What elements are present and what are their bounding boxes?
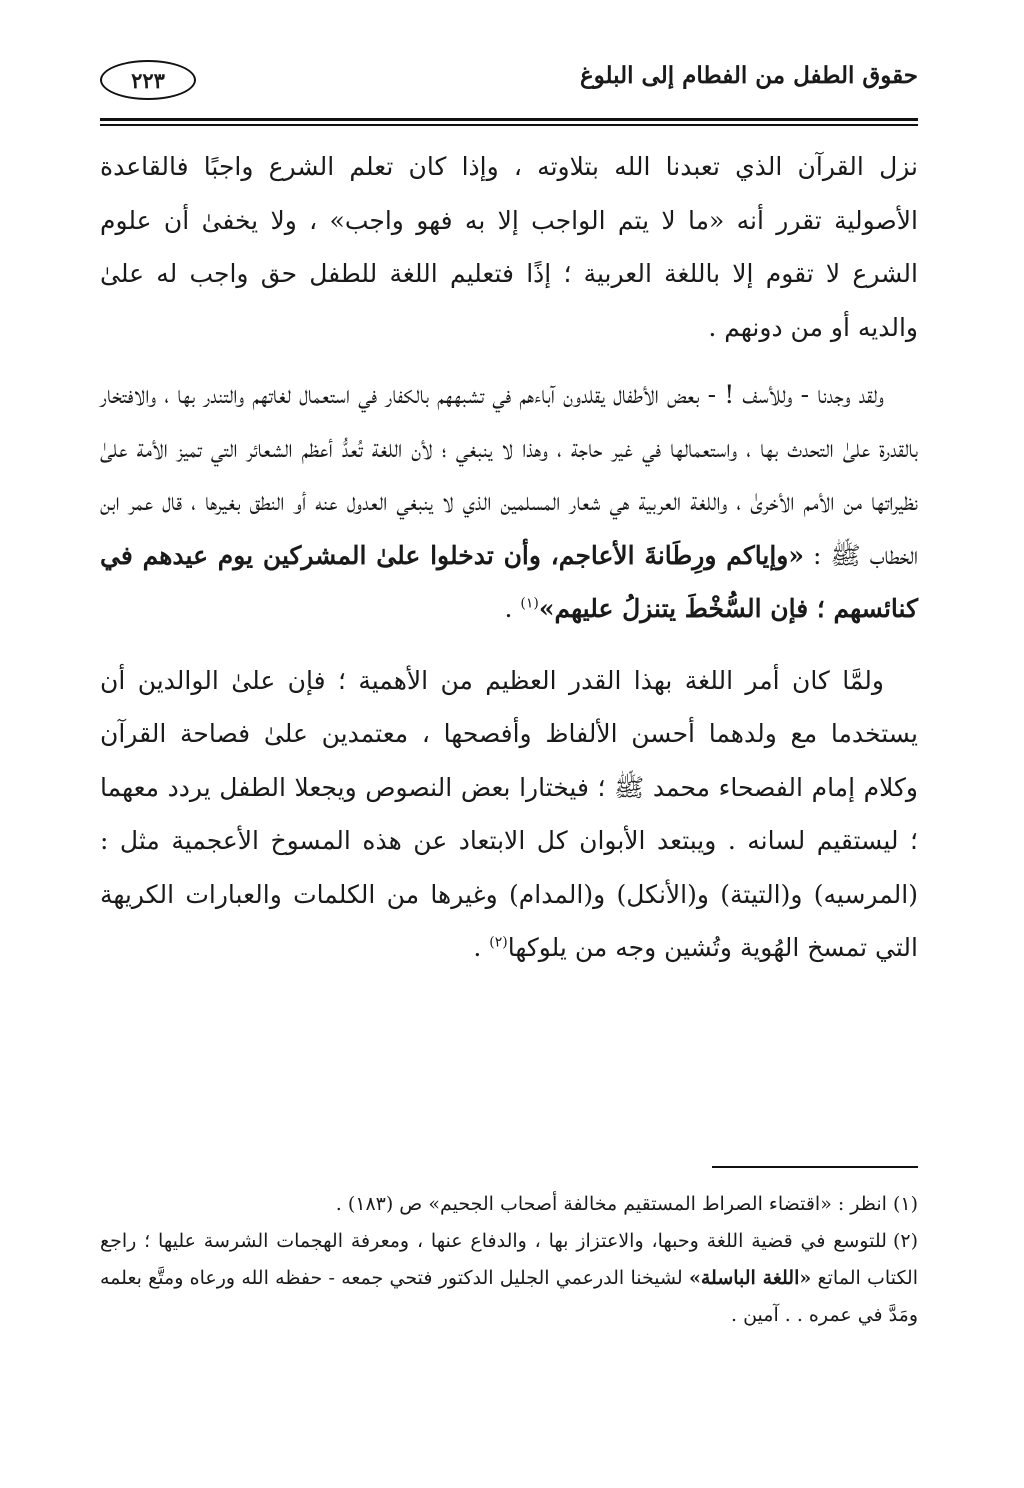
- running-title: حقوق الطفل من الفطام إلى البلوغ: [579, 62, 918, 89]
- footnote-ref-2[interactable]: (٢): [489, 934, 508, 951]
- page-number-badge: [100, 60, 196, 100]
- footnote-ref-1[interactable]: (١): [520, 595, 539, 612]
- paragraph-3: [100, 654, 918, 975]
- page-header: [100, 52, 918, 108]
- paragraph-1: نزل القرآن الذي تعبدنا الله بتلاوته ، وإذا كان تعلم الشرع واجبًا فالقاعدة الأصولية تقرر أنه «ما لا يتم الواجب إلا به فهو واجب» ، ولا يخفىٰ أن علوم الشرع لا تقوم إلا باللغة العربية ؛ إذًا فتعليم اللغة للطفل حق واجب له علىٰ والديه أو من دونهم .: [100, 152, 918, 342]
- paragraph-3-text: ولمَّا كان أمر اللغة بهذا القدر العظيم من الأهمية ؛ فإن علىٰ الوالدين أن يستخدما مع ولدهما أحسن الألفاظ وأفصحها ، معتمدين علىٰ فصاحة القرآن وكلام إمام الفصحاء محمد ﷺ ؛ فيختارا بعض النصوص ويجعلا الطفل يردد معهما ؛ ليستقيم لسانه . ويبتعد الأبوان كل الابتعاد عن هذه المسوخ الأعجمية مثل : (المرسيه) و(التيتة) و(الأنكل) و(المدام) وغيرها من الكلمات والعبارات الكريهة التي تمسخ الهُوية وتُشين وجه من يلوكها: [100, 665, 918, 962]
- footnote-separator: [712, 1166, 918, 1168]
- paragraph-3-end: .: [473, 933, 490, 962]
- header-rule-thick: [100, 118, 918, 121]
- footnote-1-number: (١): [892, 1193, 918, 1215]
- paragraph-2: [100, 368, 918, 636]
- footnote-2: [100, 1223, 918, 1334]
- header-rule-thin: [100, 124, 918, 126]
- footnote-1-text: انظر : «اقتضاء الصراط المستقيم مخالفة أصحاب الجحيم» ص (١٨٣) .: [335, 1193, 887, 1215]
- page-number: ٢٢٣: [131, 67, 165, 93]
- footnote-2-book-title: «اللغة الباسلة»: [688, 1267, 812, 1289]
- footnote-2-text-a: للتوسع في قضية اللغة وحبها، والاعتزاز بها ، والدفاع عنها ، ومعرفة الهجمات الشرسة عليها ؛ راجع الكتاب الماتع: [100, 1230, 918, 1289]
- footnote-2-number: (٢): [892, 1230, 918, 1252]
- paragraph-2-end: .: [504, 594, 521, 623]
- main-text: [100, 140, 918, 975]
- umar-quote: «وإياكم ورِطَانةَ الأعاجم، وأن تدخلوا علىٰ المشركين يوم عيدهم في كنائسهم ؛ فإن السُّخْطَ يتنزلُ عليهم»: [100, 540, 918, 623]
- footnote-2-text-b: لشيخنا الدرعمي الجليل الدكتور فتحي جمعه - حفظه الله ورعاه ومتَّع بعلمه ومَدَّ في عمره . . آمين .: [100, 1267, 918, 1326]
- footnote-1: [100, 1186, 918, 1223]
- paragraph-2-text: ولقد وجدنا - وللأسف ! - بعض الأطفال يقلدون آباءهم في تشبههم بالكفار في استعمال لغاتهم والتندر بها ، والافتخار بالقدرة علىٰ التحدث بها ، واستعمالها في غير حاجة ، وهذا لا ينبغي ؛ لأن اللغة تُعدُّ أعظم الشعائر التي تميز الأمة علىٰ نظيراتها من الأمم الأخرىٰ ، واللغة العربية هي شعار المسلمين الذي لا ينبغي العدول عنه أو النطق بغيرها ، قال عمر ابن الخطاب ﷺ :: [100, 380, 918, 570]
- footnotes: [100, 1186, 918, 1334]
